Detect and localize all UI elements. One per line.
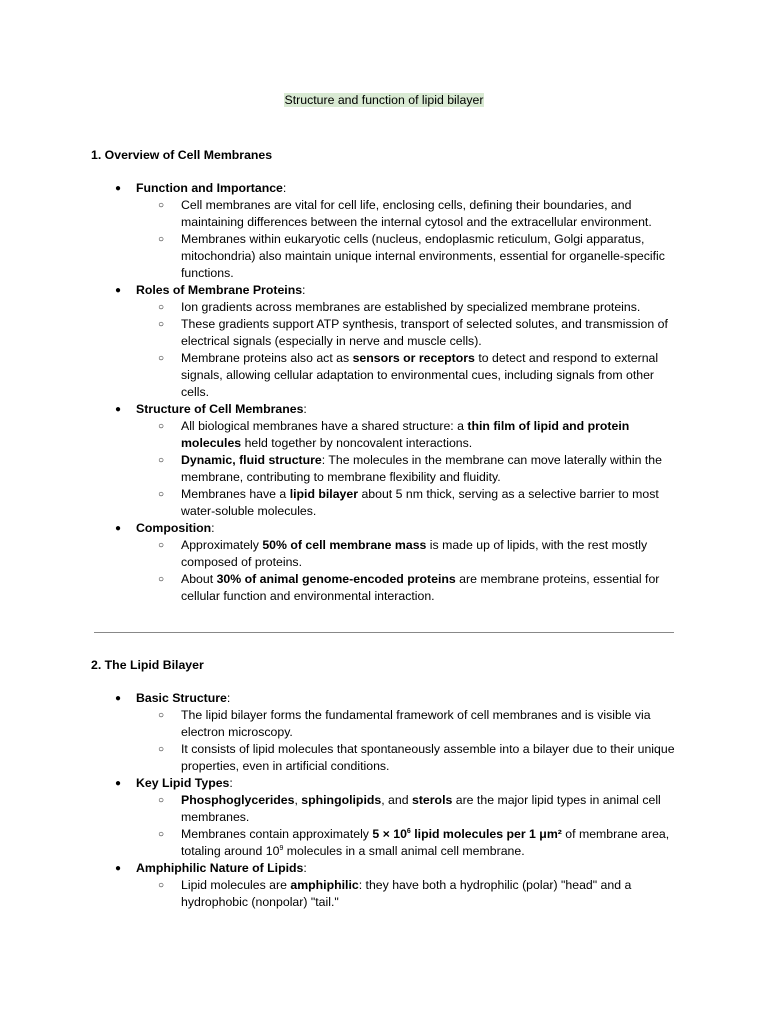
list-item-label: Key Lipid Types bbox=[136, 776, 230, 790]
list-item-label: Function and Importance bbox=[136, 181, 283, 195]
bullet-icon: ● bbox=[115, 693, 122, 704]
hollow-bullet-icon: ○ bbox=[158, 880, 165, 891]
sub-list-item: ○ Membranes within eukaryotic cells (nucleus, endoplasmic reticulum, Golgi apparatus, mitochondria) also maintain unique internal environments, essential for organelle-specific functions. bbox=[158, 232, 665, 280]
sub-list-item: ○ Phosphoglycerides, sphingolipids, and sterols are the major lipid types in animal cell membranes. bbox=[158, 793, 661, 824]
sub-list-item: ○ All biological membranes have a shared structure: a thin film of lipid and protein molecules held together by noncovalent interactions. bbox=[158, 419, 630, 450]
horizontal-divider bbox=[94, 632, 674, 633]
sub-list-item: ○ The lipid bilayer forms the fundamental framework of cell membranes and is visible via electron microscopy. bbox=[158, 708, 651, 739]
hollow-bullet-icon: ○ bbox=[158, 710, 165, 721]
sub-list-item: ○ About 30% of animal genome-encoded proteins are membrane proteins, essential for cellular function and environmental interaction. bbox=[158, 572, 660, 603]
list-item: ● Structure of Cell Membranes: ○ All biological membranes have a shared structure: a thin film of lipid and protein molecules held together by noncovalent interactions. ○ Dynamic, fluid structure: The molecules in the membrane can move laterally within the membrane, contributing to membrane flexibility and fluidity. ○ Membranes have a lipid bilayer about 5 nm thick, serving as a selective barrier to most water-soluble molecules. bbox=[91, 401, 681, 520]
hollow-bullet-icon: ○ bbox=[158, 574, 165, 585]
bullet-icon: ● bbox=[115, 523, 122, 534]
hollow-bullet-icon: ○ bbox=[158, 200, 165, 211]
hollow-bullet-icon: ○ bbox=[158, 421, 165, 432]
sub-list bbox=[136, 707, 681, 775]
bullet-icon: ● bbox=[115, 183, 122, 194]
bullet-list bbox=[91, 690, 681, 911]
list-item: ● Amphiphilic Nature of Lipids: ○ Lipid molecules are amphiphilic: they have both a hydrophilic (polar) "head" and a hydrophobic (nonpolar) "tail." bbox=[91, 860, 681, 911]
list-item-label: Structure of Cell Membranes bbox=[136, 402, 304, 416]
hollow-bullet-icon: ○ bbox=[158, 540, 165, 551]
list-item: ● Function and Importance: ○ Cell membranes are vital for cell life, enclosing cells, defining their boundaries, and maintaining differences between the internal cytosol and the extracellular environment. ○ Membranes within eukaryotic cells (nucleus, endoplasmic reticulum, Golgi apparatus, mitochondria) also maintain unique internal environments, essential for organelle-specific functions. bbox=[91, 180, 681, 282]
hollow-bullet-icon: ○ bbox=[158, 319, 165, 330]
hollow-bullet-icon: ○ bbox=[158, 353, 165, 364]
hollow-bullet-icon: ○ bbox=[158, 795, 165, 806]
sub-list bbox=[136, 299, 681, 401]
sub-list-item: ○ Membrane proteins also act as sensors or receptors to detect and respond to external signals, allowing cellular adaptation to environmental cues, including signals from other cells. bbox=[158, 351, 659, 399]
bullet-icon: ● bbox=[115, 778, 122, 789]
sub-list-item: ○ Dynamic, fluid structure: The molecules in the membrane can move laterally within the membrane, contributing to membrane flexibility and fluidity. bbox=[158, 453, 662, 484]
list-item-label: Basic Structure bbox=[136, 691, 227, 705]
hollow-bullet-icon: ○ bbox=[158, 744, 165, 755]
sub-list bbox=[136, 418, 681, 520]
hollow-bullet-icon: ○ bbox=[158, 302, 165, 313]
sub-list-item: ○ Cell membranes are vital for cell life, enclosing cells, defining their boundaries, and maintaining differences between the internal cytosol and the extracellular environment. bbox=[158, 198, 652, 229]
list-item-label: Roles of Membrane Proteins bbox=[136, 283, 303, 297]
sub-list-item: ○ Approximately 50% of cell membrane mass is made up of lipids, with the rest mostly composed of proteins. bbox=[158, 538, 648, 569]
section-lipid-bilayer bbox=[91, 657, 681, 911]
bullet-icon: ● bbox=[115, 404, 122, 415]
document-title-text: Structure and function of lipid bilayer bbox=[284, 93, 484, 107]
sub-list bbox=[136, 537, 681, 605]
section-overview bbox=[91, 147, 681, 605]
sub-list-item: ○ Ion gradients across membranes are established by specialized membrane proteins. bbox=[158, 300, 641, 314]
sub-list-item: ○ Membranes contain approximately $5 \times 10^6$ lipid molecules per 1 μm² of membrane area, totaling around $10^9$ molecules in a small animal cell membrane. bbox=[158, 827, 670, 858]
section-heading: 2. The Lipid Bilayer bbox=[91, 658, 204, 672]
sub-list bbox=[136, 197, 681, 282]
bullet-list bbox=[91, 180, 681, 605]
bullet-icon: ● bbox=[115, 863, 122, 874]
document-title bbox=[0, 92, 768, 109]
sub-list bbox=[136, 792, 681, 860]
list-item: ● Key Lipid Types: ○ Phosphoglycerides, sphingolipids, and sterols are the major lipid types in animal cell membranes. ○ Membranes contain approximately $5 \times 10^6$ lipid molecules per 1 μm² of membrane area, totaling around $10^9$ molecules in a small animal cell membrane. bbox=[91, 775, 681, 860]
hollow-bullet-icon: ○ bbox=[158, 234, 165, 245]
sub-list-item: ○ These gradients support ATP synthesis, transport of selected solutes, and transmission of electrical signals (especially in nerve and muscle cells). bbox=[158, 317, 668, 348]
list-item-label: Composition bbox=[136, 521, 212, 535]
section-heading: 1. Overview of Cell Membranes bbox=[91, 148, 273, 162]
list-item-label: Amphiphilic Nature of Lipids bbox=[136, 861, 304, 875]
bullet-icon: ● bbox=[115, 285, 122, 296]
hollow-bullet-icon: ○ bbox=[158, 829, 165, 840]
sub-list bbox=[136, 877, 681, 911]
sub-list-item: ○ Lipid molecules are amphiphilic: they have both a hydrophilic (polar) "head" and a hydrophobic (nonpolar) "tail." bbox=[158, 878, 632, 909]
list-item: ● Basic Structure: ○ The lipid bilayer forms the fundamental framework of cell membranes and is visible via electron microscopy. ○ It consists of lipid molecules that spontaneously assemble into a bilayer due to their unique properties, even in artificial conditions. bbox=[91, 690, 681, 775]
hollow-bullet-icon: ○ bbox=[158, 455, 165, 466]
sub-list-item: ○ Membranes have a lipid bilayer about 5 nm thick, serving as a selective barrier to most water-soluble molecules. bbox=[158, 487, 659, 518]
sub-list-item: ○ It consists of lipid molecules that spontaneously assemble into a bilayer due to their unique properties, even in artificial conditions. bbox=[158, 742, 675, 773]
list-item: ● Composition: ○ Approximately 50% of cell membrane mass is made up of lipids, with the rest mostly composed of proteins. ○ About 30% of animal genome-encoded proteins are membrane proteins, essential for cellular function and environmental interaction. bbox=[91, 520, 681, 605]
list-item: ● Roles of Membrane Proteins: ○ Ion gradients across membranes are established by specialized membrane proteins. ○ These gradients support ATP synthesis, transport of selected solutes, and transmission of electrical signals (especially in nerve and muscle cells). ○ Membrane proteins also act as sensors or receptors to detect and respond to external signals, allowing cellular adaptation to environmental cues, including signals from other cells. bbox=[91, 282, 681, 401]
hollow-bullet-icon: ○ bbox=[158, 489, 165, 500]
